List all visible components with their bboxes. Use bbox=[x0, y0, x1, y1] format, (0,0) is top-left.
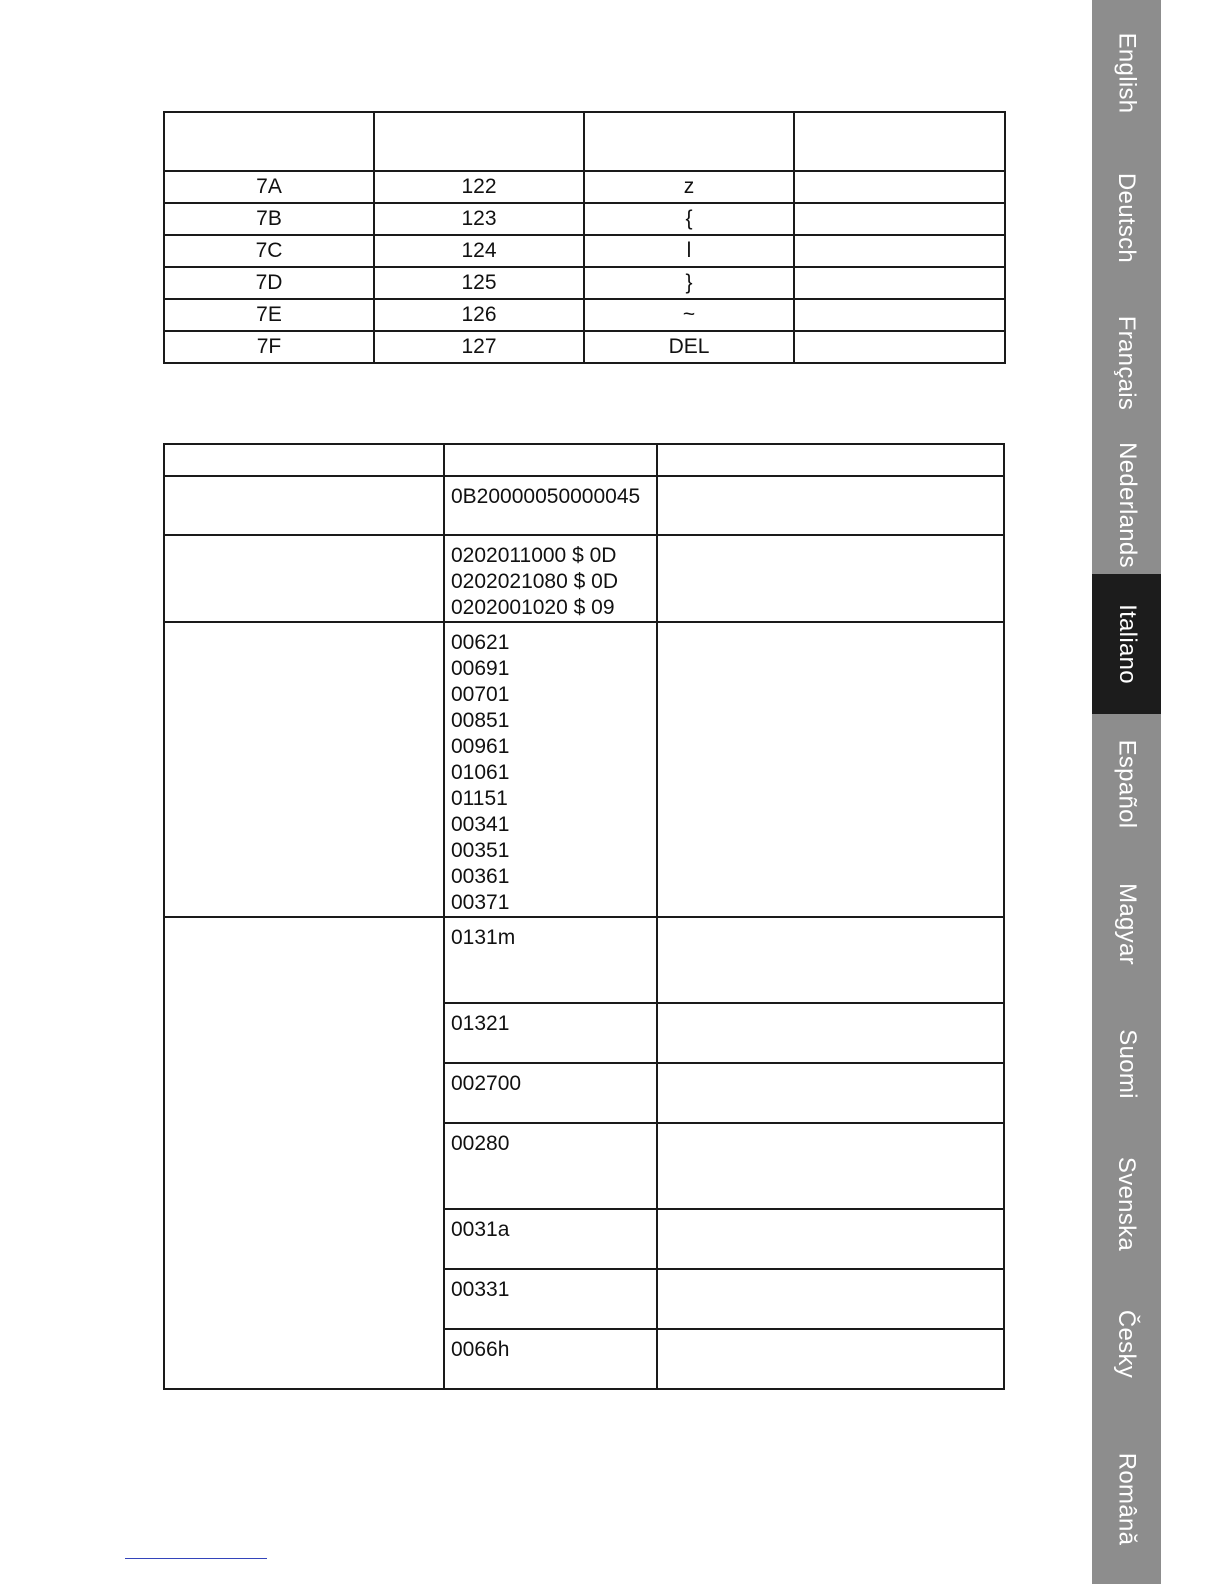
command-code: 01061 bbox=[451, 761, 510, 784]
hex-cell: 7C bbox=[164, 235, 374, 267]
description-cell bbox=[657, 1003, 1004, 1063]
header-cell bbox=[584, 112, 794, 171]
table-row bbox=[164, 299, 1005, 331]
table-row bbox=[164, 267, 1005, 299]
description-cell bbox=[657, 476, 1004, 535]
table-row bbox=[164, 476, 1004, 535]
language-sidebar bbox=[1092, 0, 1161, 1584]
function-cell bbox=[164, 622, 444, 917]
lang-tab-espanol[interactable] bbox=[1092, 714, 1161, 854]
lang-tab-label: Deutsch bbox=[1113, 172, 1141, 264]
footer-divider bbox=[125, 1558, 267, 1559]
code-cell bbox=[444, 1003, 657, 1063]
desc-cell bbox=[794, 171, 1005, 203]
header-cell bbox=[164, 112, 374, 171]
description-cell bbox=[657, 917, 1004, 1003]
char-cell: l bbox=[584, 235, 794, 267]
command-code: 00851 bbox=[451, 709, 510, 732]
function-cell bbox=[164, 476, 444, 535]
dec-cell: 122 bbox=[374, 171, 584, 203]
lang-tab-label: Magyar bbox=[1113, 883, 1141, 965]
code-cell bbox=[444, 1209, 657, 1269]
desc-cell bbox=[794, 267, 1005, 299]
hex-cell: 7A bbox=[164, 171, 374, 203]
description-cell bbox=[657, 1269, 1004, 1329]
command-code: 00351 bbox=[451, 839, 510, 862]
code-cell bbox=[444, 476, 657, 535]
command-code: 0202001020 $ 09 bbox=[451, 596, 615, 619]
command-code: 00371 bbox=[451, 891, 510, 914]
table-row bbox=[164, 235, 1005, 267]
char-cell: { bbox=[584, 203, 794, 235]
desc-cell bbox=[794, 235, 1005, 267]
command-code: 00621 bbox=[451, 631, 510, 654]
command-code: 00361 bbox=[451, 865, 510, 888]
command-code: 0131m bbox=[451, 926, 516, 949]
hex-cell: 7B bbox=[164, 203, 374, 235]
desc-cell bbox=[794, 299, 1005, 331]
command-code: 0202021080 $ 0D bbox=[451, 570, 618, 593]
table-header-row bbox=[164, 444, 1004, 476]
header-cell bbox=[794, 112, 1005, 171]
lang-tab-english[interactable] bbox=[1092, 0, 1161, 146]
char-cell: ~ bbox=[584, 299, 794, 331]
description-cell bbox=[657, 1123, 1004, 1209]
lang-tab-label: Română bbox=[1113, 1452, 1141, 1546]
lang-tab-label: English bbox=[1113, 32, 1141, 114]
command-code: 0202011000 $ 0D bbox=[451, 544, 617, 567]
description-cell bbox=[657, 535, 1004, 622]
char-cell: z bbox=[584, 171, 794, 203]
command-code: 00691 bbox=[451, 657, 510, 680]
hex-cell: 7D bbox=[164, 267, 374, 299]
function-cell bbox=[164, 917, 444, 1389]
command-code: 00341 bbox=[451, 813, 510, 836]
lang-tab-deutsch[interactable] bbox=[1092, 146, 1161, 290]
lang-tab-label: Italiano bbox=[1113, 604, 1141, 684]
command-code: 00701 bbox=[451, 683, 510, 706]
command-code: 01321 bbox=[451, 1012, 510, 1035]
code-cell bbox=[444, 535, 657, 622]
table-row bbox=[164, 331, 1005, 363]
command-code: 0031a bbox=[451, 1218, 510, 1241]
dec-cell: 124 bbox=[374, 235, 584, 267]
table-row bbox=[164, 917, 1004, 1003]
table-row bbox=[164, 622, 1004, 917]
code-cell bbox=[444, 917, 657, 1003]
command-code: 0066h bbox=[451, 1338, 510, 1361]
lang-tab-romana[interactable] bbox=[1092, 1414, 1161, 1584]
command-code: 002700 bbox=[451, 1072, 522, 1095]
lang-tab-label: Français bbox=[1113, 315, 1141, 410]
desc-cell bbox=[794, 331, 1005, 363]
function-cell bbox=[164, 535, 444, 622]
header-cell bbox=[444, 444, 657, 476]
description-cell bbox=[657, 622, 1004, 917]
command-code: 01151 bbox=[451, 787, 508, 810]
code-cell bbox=[444, 1269, 657, 1329]
header-cell bbox=[657, 444, 1004, 476]
dec-cell: 125 bbox=[374, 267, 584, 299]
code-cell bbox=[444, 622, 657, 917]
table-header-row bbox=[164, 112, 1005, 171]
char-cell: DEL bbox=[584, 331, 794, 363]
hex-cell: 7E bbox=[164, 299, 374, 331]
lang-tab-label: Español bbox=[1113, 739, 1141, 829]
command-code-table bbox=[163, 443, 1005, 1390]
command-code: 00331 bbox=[451, 1278, 510, 1301]
lang-tab-label: Suomi bbox=[1113, 1029, 1141, 1099]
lang-tab-label: Nederlands bbox=[1113, 441, 1141, 568]
ascii-table bbox=[163, 111, 1006, 364]
header-cell bbox=[374, 112, 584, 171]
lang-tab-cesky[interactable] bbox=[1092, 1274, 1161, 1414]
code-cell bbox=[444, 1329, 657, 1389]
table-row bbox=[164, 171, 1005, 203]
code-cell bbox=[444, 1123, 657, 1209]
code-cell bbox=[444, 1063, 657, 1123]
char-cell: } bbox=[584, 267, 794, 299]
lang-tab-magyar[interactable] bbox=[1092, 854, 1161, 994]
lang-tab-italiano[interactable] bbox=[1092, 574, 1161, 714]
description-cell bbox=[657, 1063, 1004, 1123]
lang-tab-suomi[interactable] bbox=[1092, 994, 1161, 1134]
lang-tab-francais[interactable] bbox=[1092, 290, 1161, 435]
desc-cell bbox=[794, 203, 1005, 235]
header-cell bbox=[164, 444, 444, 476]
hex-cell: 7F bbox=[164, 331, 374, 363]
table-row bbox=[164, 203, 1005, 235]
command-code: 00280 bbox=[451, 1132, 510, 1155]
lang-tab-svenska[interactable] bbox=[1092, 1134, 1161, 1274]
description-cell bbox=[657, 1329, 1004, 1389]
dec-cell: 127 bbox=[374, 331, 584, 363]
command-code: 0B20000050000045 bbox=[451, 485, 641, 508]
table-row bbox=[164, 535, 1004, 622]
lang-tab-label: Svenska bbox=[1113, 1156, 1141, 1252]
dec-cell: 123 bbox=[374, 203, 584, 235]
lang-tab-nederlands[interactable] bbox=[1092, 435, 1161, 574]
lang-tab-label: Česky bbox=[1113, 1309, 1141, 1379]
dec-cell: 126 bbox=[374, 299, 584, 331]
command-code: 00961 bbox=[451, 735, 510, 758]
description-cell bbox=[657, 1209, 1004, 1269]
